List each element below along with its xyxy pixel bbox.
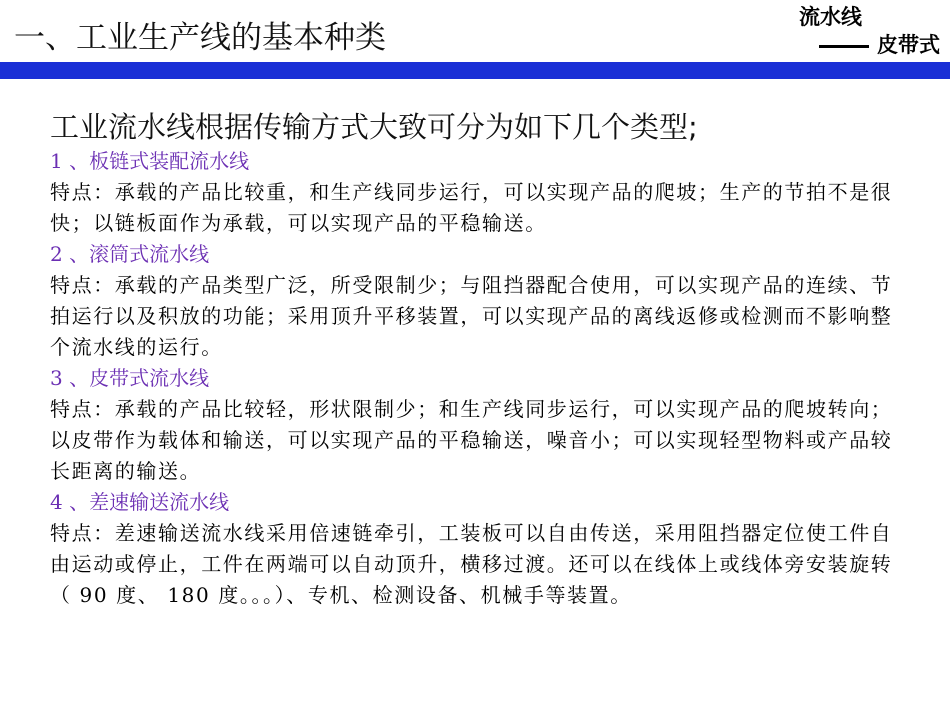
item-heading: 3 、皮带式流水线 <box>50 366 210 390</box>
item-heading: 4 、差速输送流水线 <box>50 490 230 514</box>
list-item <box>50 239 900 363</box>
list-item <box>50 487 900 611</box>
item-description: 特点：承载的产品比较轻，形状限制少；和生产线同步运行，可以实现产品的爬坡转向；以皮带作为载体和输送，可以实现产品的平稳输送，噪音小；可以实现轻型物料或产品较长距离的输送。 <box>50 397 893 483</box>
dash-divider <box>819 45 869 48</box>
corner-label-line2: 皮带式 <box>877 34 940 57</box>
corner-label-line1: 流水线 <box>799 6 862 29</box>
corner-label-line2-wrap <box>819 32 940 60</box>
list-item <box>50 363 900 487</box>
item-description: 特点：承载的产品类型广泛，所受限制少；与阻挡器配合使用，可以实现产品的连续、节拍运行以及积放的功能；采用顶升平移装置，可以实现产品的离线返修或检测而不影响整个流水线的运行。 <box>50 273 893 359</box>
item-description: 特点：差速输送流水线采用倍速链牵引，工装板可以自由传送，采用阻挡器定位使工件自由运动或停止，工件在两端可以自动顶升，横移过渡。还可以在线体上或线体旁安装旋转（ 90 度、 180 度。。。）、专机、检测设备、机械手等装置。 <box>50 521 893 607</box>
type-list <box>50 146 900 611</box>
list-item <box>50 146 900 239</box>
item-heading: 1 、板链式装配流水线 <box>50 149 250 173</box>
slide-content <box>50 108 900 611</box>
page-title: 一、工业生产线的基本种类 <box>14 20 386 56</box>
title-underline-bar <box>0 62 950 79</box>
item-heading: 2 、滚筒式流水线 <box>50 242 210 266</box>
item-description: 特点：承载的产品比较重，和生产线同步运行，可以实现产品的爬坡；生产的节拍不是很快；以链板面作为承载，可以实现产品的平稳输送。 <box>50 180 893 235</box>
intro-sentence: 工业流水线根据传输方式大致可分为如下几个类型; <box>50 110 698 144</box>
